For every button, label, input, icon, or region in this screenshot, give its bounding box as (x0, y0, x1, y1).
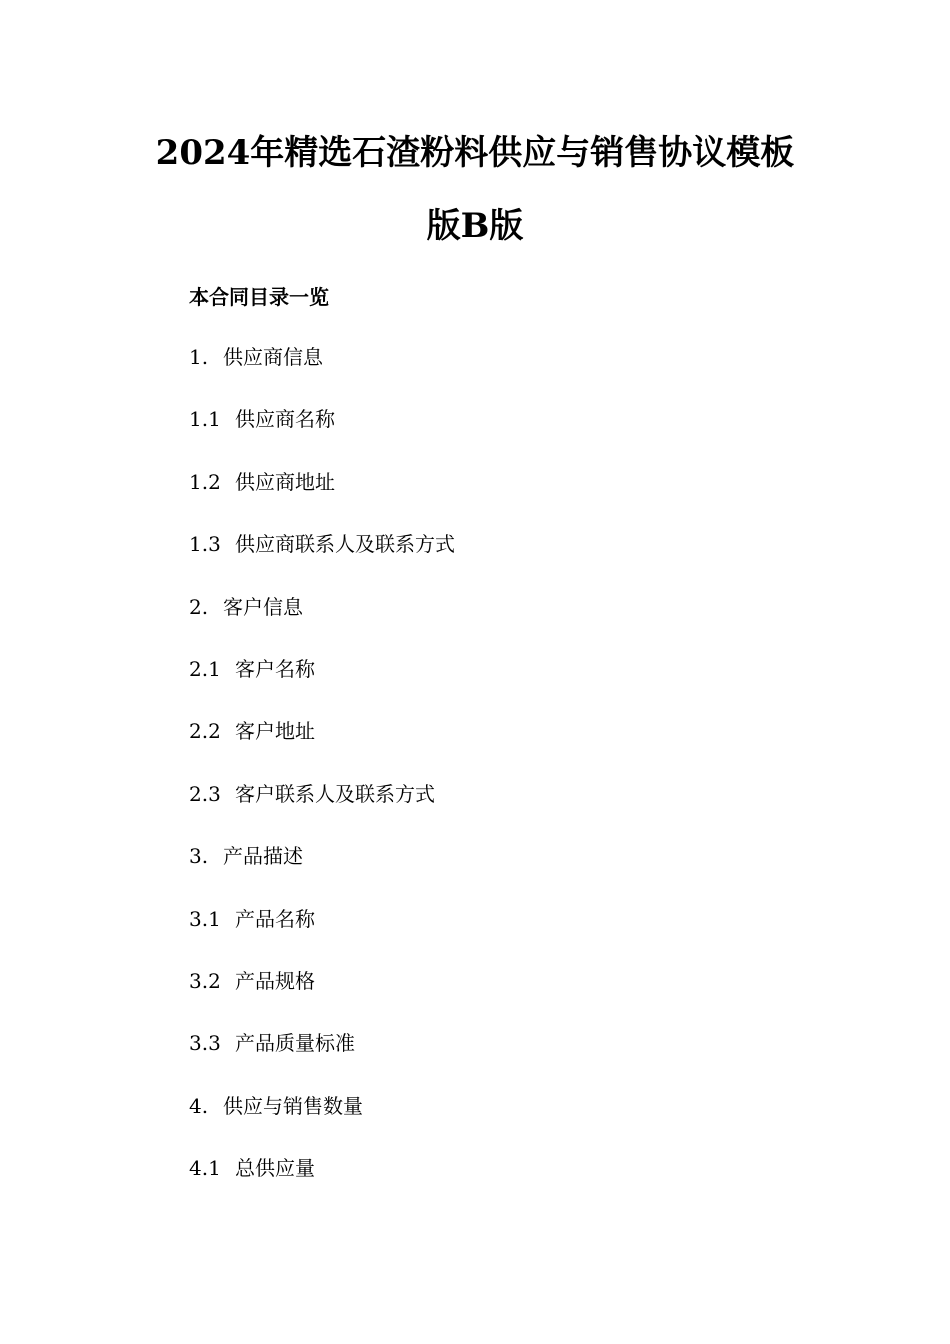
toc-item-number: 3.1 (189, 906, 221, 931)
toc-item-text: 客户地址 (235, 719, 315, 744)
toc-item-number: 4.1 (189, 1156, 221, 1181)
toc-item (189, 405, 455, 467)
document-title-line2: 版B版 (426, 206, 524, 246)
toc-item (189, 1154, 455, 1216)
toc-item-number: 1.1 (189, 407, 221, 432)
toc-item-text: 客户信息 (223, 594, 303, 619)
toc-item-number: 3.3 (189, 1031, 221, 1056)
toc-item-text: 产品描述 (223, 844, 303, 869)
toc-item (189, 343, 455, 405)
toc-item (189, 1092, 455, 1154)
toc-item (189, 905, 455, 967)
table-of-contents (189, 343, 455, 1216)
toc-item-number: 3.2 (189, 968, 221, 993)
toc-item-number: 1. (189, 345, 209, 369)
toc-item (189, 593, 455, 655)
toc-item-text: 供应商联系人及联系方式 (235, 532, 455, 557)
toc-heading: 本合同目录一览 (189, 285, 329, 309)
toc-item-text: 供应商名称 (235, 407, 335, 432)
toc-item-text: 供应商地址 (235, 469, 335, 494)
toc-item (189, 967, 455, 1029)
toc-item-text: 产品名称 (235, 906, 315, 931)
toc-item (189, 717, 455, 779)
toc-item-text: 客户联系人及联系方式 (235, 781, 435, 806)
toc-item-text: 产品规格 (235, 968, 315, 993)
toc-item-text: 供应商信息 (223, 345, 323, 369)
toc-item-number: 2.3 (189, 781, 221, 806)
toc-item-text: 供应与销售数量 (223, 1093, 363, 1118)
toc-item (189, 780, 455, 842)
toc-item (189, 655, 455, 717)
toc-item-text: 客户名称 (235, 656, 315, 681)
toc-item-number: 1.3 (189, 532, 221, 557)
document-title-line1: 2024年精选石渣粉料供应与销售协议模板 (155, 133, 795, 173)
toc-item-number: 1.2 (189, 469, 221, 494)
toc-item-number: 4. (189, 1093, 209, 1118)
toc-item (189, 842, 455, 904)
toc-item (189, 1029, 455, 1091)
toc-item-number: 2.1 (189, 656, 221, 681)
toc-item-number: 2. (189, 594, 209, 619)
toc-item-number: 2.2 (189, 719, 221, 744)
toc-item (189, 530, 455, 592)
toc-item-text: 产品质量标准 (235, 1031, 355, 1056)
toc-item-number: 3. (189, 844, 209, 869)
toc-item (189, 468, 455, 530)
toc-item-text: 总供应量 (235, 1156, 315, 1181)
